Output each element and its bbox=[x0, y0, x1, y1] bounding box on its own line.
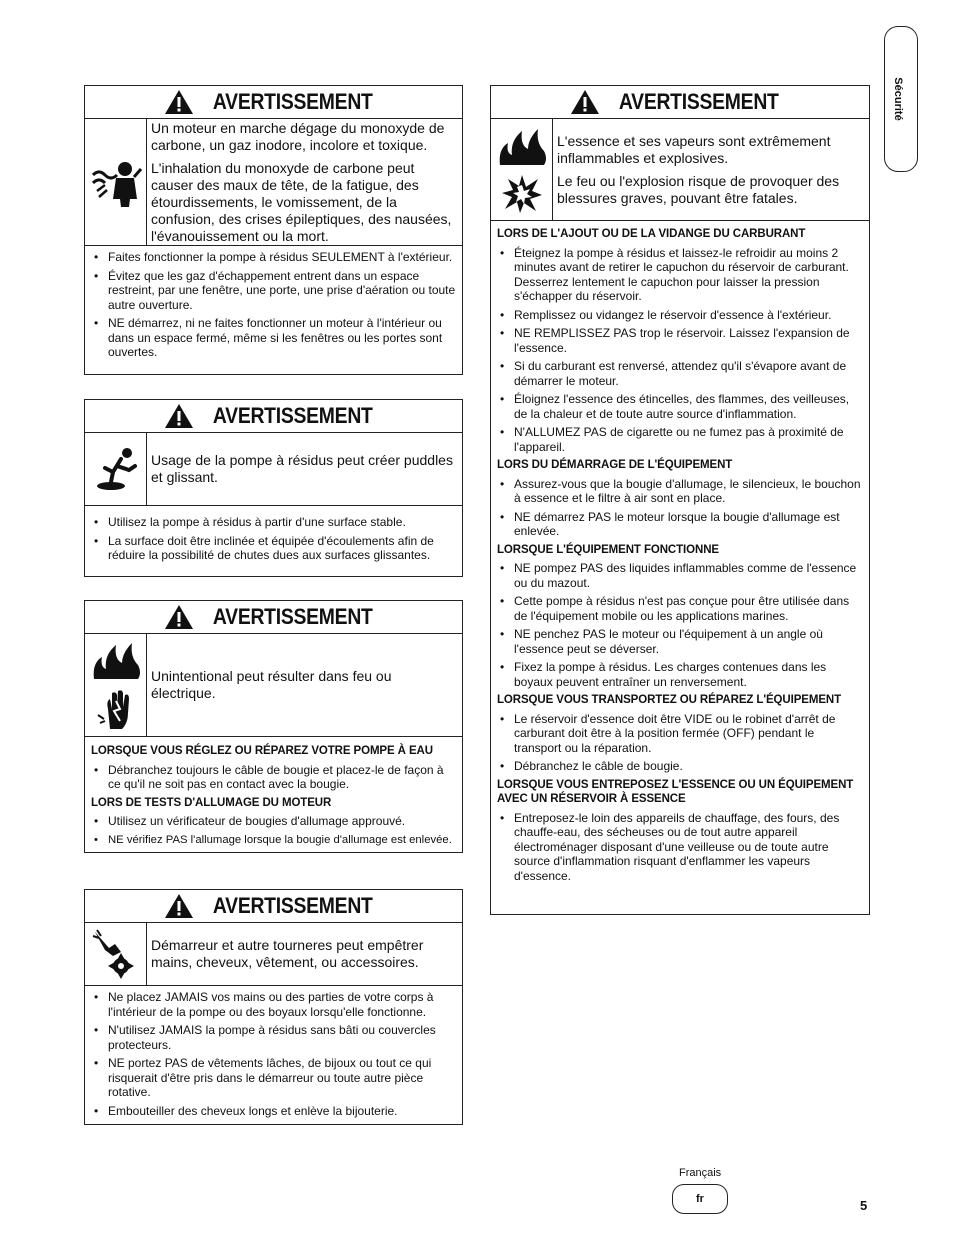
warning-header bbox=[85, 86, 462, 119]
list-item: • Embouteiller des cheveux longs et enlève la bijouterie. bbox=[91, 1104, 456, 1119]
warning-triangle-icon bbox=[164, 893, 194, 919]
list-item: • Utilisez la pompe à résidus à partir d'une surface stable. bbox=[91, 515, 456, 530]
list-item: • Remplissez ou vidangez le réservoir d'essence à l'extérieur. bbox=[497, 308, 863, 323]
list-item: • N'ALLUMEZ PAS de cigarette ou ne fumez pas à proximité de l'appareil. bbox=[497, 425, 863, 454]
warning-title: AVERTISSEMENT bbox=[212, 403, 373, 428]
list-item: • Évitez que les gaz d'échappement entrent dans un espace restreint, par une fenêtre, une porte, une prise d'aération ou toute autre ouverture. bbox=[91, 269, 456, 313]
entanglement-icon bbox=[85, 923, 147, 985]
fire-icon bbox=[496, 125, 548, 167]
warning-header bbox=[85, 400, 462, 433]
language-label: Français bbox=[679, 1167, 722, 1179]
warning-header bbox=[85, 601, 462, 634]
warning-box-rotating-parts bbox=[84, 889, 463, 1125]
section-heading: LORS DE L'AJOUT OU DE LA VIDANGE DU CARBURANT bbox=[497, 228, 806, 240]
section-tab-label: Sécurité bbox=[892, 77, 904, 121]
list-item: • NE portez PAS de vêtements lâches, de bijoux ou tout ce qui risquerait d'être pris dans le démarreur ou toute autre pièce rotative. bbox=[91, 1056, 456, 1100]
fire-shock-icon bbox=[85, 634, 147, 736]
fire-explosion-icon bbox=[491, 119, 553, 220]
section-heading: LORSQUE VOUS RÉGLEZ OU RÉPAREZ VOTRE POMPE À EAU bbox=[91, 745, 433, 757]
warning-description: L'essence et ses vapeurs sont extrêmement inflammables et explosives. bbox=[557, 132, 831, 166]
warning-description: Usage de la pompe à résidus peut créer puddles et glissant. bbox=[151, 452, 453, 485]
page-number: 5 bbox=[860, 1198, 868, 1213]
list-item: • Ne placez JAMAIS vos mains ou des parties de votre corps à l'intérieur de la pompe ou des boyaux lorsqu'elle fonctionne. bbox=[91, 990, 456, 1019]
list-item: • NE REMPLISSEZ PAS trop le réservoir. Laissez l'expansion de l'essence. bbox=[497, 326, 863, 355]
warning-title: AVERTISSEMENT bbox=[212, 89, 373, 114]
warning-description: Démarreur et autre tourneres peut empêtrer mains, cheveux, vêtement, ou accessoires. bbox=[151, 937, 424, 970]
warning-title: AVERTISSEMENT bbox=[212, 604, 373, 629]
section-heading: LORS DE TESTS D'ALLUMAGE DU MOTEUR bbox=[91, 796, 332, 809]
list-item: • NE démarrez PAS le moteur lorsque la bougie d'allumage est enlevée. bbox=[497, 510, 863, 539]
warning-title: AVERTISSEMENT bbox=[212, 893, 373, 918]
list-item: • Débranchez le câble de bougie. bbox=[497, 759, 863, 774]
list-item: • Utilisez un vérificateur de bougies d'allumage approuvé. bbox=[91, 814, 456, 829]
section-heading: LORS DU DÉMARRAGE DE L'ÉQUIPEMENT bbox=[497, 459, 733, 471]
warning-triangle-icon bbox=[164, 89, 194, 115]
warning-box-fire-shock bbox=[84, 600, 463, 853]
list-item: • Assurez-vous que la bougie d'allumage, le silencieux, le bouchon à essence et le filtre à air sont en place. bbox=[497, 477, 863, 506]
warning-box-carbon-monoxide bbox=[84, 85, 463, 375]
warning-triangle-icon bbox=[164, 403, 194, 429]
explosion-icon bbox=[500, 173, 544, 215]
warning-description: L'inhalation du monoxyde de carbone peut causer des maux de tête, de la fatigue, des étourdissements, le vomissement, de la confusion, des crises épileptiques, des nausées, l'évanouissement ou la mort. bbox=[151, 159, 452, 244]
list-item: • Éloignez l'essence des étincelles, des flammes, des veilleuses, de la chaleur et de toute autre source d'inflammation. bbox=[497, 392, 863, 421]
list-item: • Fixez la pompe à résidus. Les charges contenues dans les boyaux peuvent entraîner un renversement. bbox=[497, 660, 863, 689]
fire-icon bbox=[90, 639, 142, 681]
list-item: • Débranchez toujours le câble de bougie et placez-le de façon à ce qu'il ne soit pas en contact avec la bougie. bbox=[91, 763, 456, 792]
list-item: • Entreposez-le loin des appareils de chauffage, des fours, des chauffe-eau, des sécheuses ou de tout autre appareil électroménager disposant d'une veilleuse ou de toute autre source d'inflammation risquant d'enflammer les vapeurs d'essence. bbox=[497, 811, 863, 884]
warning-description: Un moteur en marche dégage du monoxyde de carbone, un gaz inodore, incolore et toxique. bbox=[151, 119, 445, 153]
section-heading: LORSQUE L'ÉQUIPEMENT FONCTIONNE bbox=[497, 543, 719, 556]
list-item: • Cette pompe à résidus n'est pas conçue pour être utilisée dans de l'équipement mobile ou les applications marines. bbox=[497, 594, 863, 623]
warning-description: Unintentional peut résulter dans feu ou électrique. bbox=[151, 668, 392, 701]
slip-hazard-icon bbox=[85, 433, 147, 505]
shock-icon bbox=[96, 687, 136, 731]
toxic-fumes-icon bbox=[85, 119, 147, 245]
warning-description: Le feu ou l'explosion risque de provoquer des blessures graves, pouvant être fatales. bbox=[557, 172, 840, 206]
warning-title: AVERTISSEMENT bbox=[619, 89, 779, 114]
warning-triangle-icon bbox=[164, 604, 194, 630]
list-item: • NE vérifiez PAS l'allumage lorsque la bougie d'allumage est enlevée. bbox=[91, 833, 456, 848]
list-item: • Faites fonctionner la pompe à résidus SEULEMENT à l'extérieur. bbox=[91, 250, 456, 265]
list-item: • NE penchez PAS le moteur ou l'équipement à un angle où l'essence peut se déverser. bbox=[497, 627, 863, 656]
list-item: • N'utilisez JAMAIS la pompe à résidus sans bâti ou couvercles protecteurs. bbox=[91, 1023, 456, 1052]
section-heading: LORSQUE VOUS TRANSPORTEZ OU RÉPAREZ L'ÉQUIPEMENT bbox=[497, 694, 842, 706]
language-code-badge: fr bbox=[672, 1184, 728, 1214]
list-item: • Le réservoir d'essence doit être VIDE ou le robinet d'arrêt de carburant doit être à la position fermée (OFF) pendant le transport ou la réparation. bbox=[497, 712, 863, 756]
warning-header bbox=[85, 890, 462, 923]
warning-box-fuel bbox=[490, 85, 870, 915]
warning-header bbox=[491, 86, 869, 119]
list-item: • La surface doit être inclinée et équipée d'écoulements afin de réduire la possibilité de chutes dues aux surfaces glissantes. bbox=[91, 534, 456, 563]
section-heading: LORSQUE VOUS ENTREPOSEZ L'ESSENCE OU UN ÉQUIPEMENT AVEC UN RÉSERVOIR À ESSENCE bbox=[497, 778, 854, 805]
list-item: • Si du carburant est renversé, attendez qu'il s'évapore avant de démarrer le moteur. bbox=[497, 359, 863, 388]
warning-box-slippery bbox=[84, 399, 463, 577]
warning-triangle-icon bbox=[570, 89, 600, 115]
list-item: • NE démarrez, ni ne faites fonctionner un moteur à l'intérieur ou dans un espace fermé, même si les fenêtres ou les portes sont ouvertes. bbox=[91, 316, 456, 360]
list-item: • Éteignez la pompe à résidus et laissez-le refroidir au moins 2 minutes avant de retirer le capuchon du réservoir de carburant. Desserrez lentement le capuchon pour laisser la pression s'échapper du réservoir. bbox=[497, 246, 863, 304]
list-item: • NE pompez PAS des liquides inflammables comme de l'essence ou du mazout. bbox=[497, 561, 863, 590]
